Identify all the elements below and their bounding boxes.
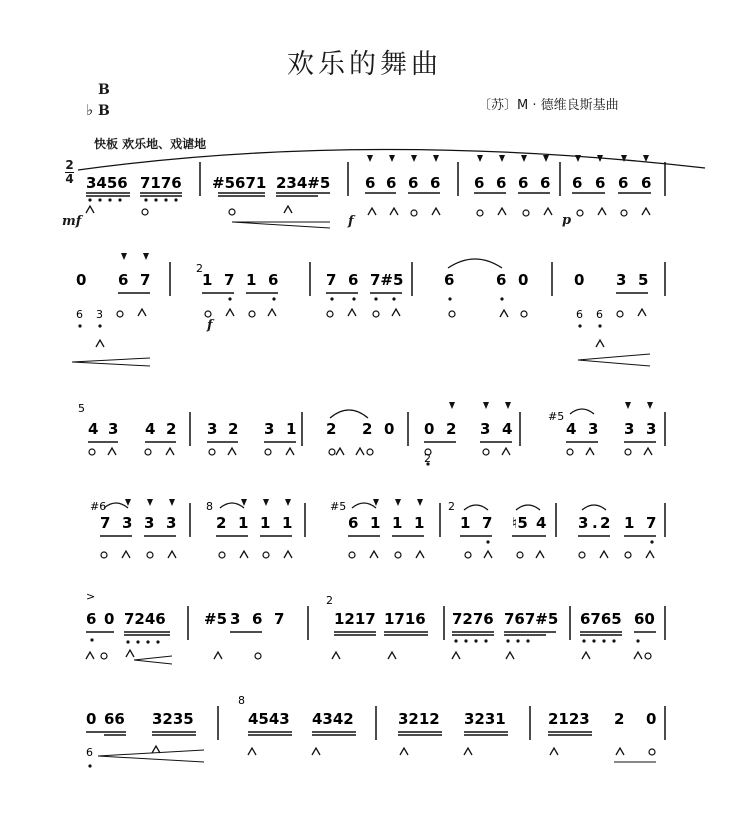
staccato-wedge (389, 155, 395, 162)
note-glyph: 3456 (86, 174, 128, 192)
note-glyph: 7 (274, 610, 285, 628)
note-glyph: 7 (140, 271, 151, 289)
bow-up-mark (249, 311, 255, 317)
note-glyph: 6 (118, 271, 129, 289)
bow-down-mark (268, 309, 276, 316)
bow-up-mark (483, 449, 489, 455)
note-glyph: 2 (196, 262, 203, 275)
note-glyph: . (592, 514, 598, 532)
note-glyph: 0 (86, 710, 97, 728)
note-glyph: 0 (104, 610, 115, 628)
bow-up-mark (89, 449, 95, 455)
bow-up-mark (411, 210, 417, 216)
octave-dot (592, 639, 595, 642)
staccato-wedge (575, 155, 581, 162)
crescendo (232, 222, 330, 228)
note-glyph: 3 (264, 420, 275, 438)
note-glyph: 6 (86, 746, 93, 759)
bow-down-mark (452, 652, 460, 659)
note-glyph: 1 (286, 420, 297, 438)
note-glyph: 66 (104, 710, 125, 728)
bow-up-mark (101, 653, 107, 659)
octave-dot (486, 540, 489, 543)
octave-dot (650, 540, 653, 543)
note-glyph: ♮5 (512, 514, 528, 532)
bow-down-mark (356, 448, 364, 455)
bow-down-mark (86, 206, 94, 213)
octave-dot (164, 198, 167, 201)
octave-dot (516, 639, 519, 642)
staccato-wedge (543, 155, 549, 162)
note-glyph: 7 (224, 271, 235, 289)
note-glyph: 6 (474, 174, 485, 192)
note-glyph: 3 (480, 420, 491, 438)
bow-down-mark (598, 208, 606, 215)
bow-up-mark (521, 311, 527, 317)
note-glyph: 6 (386, 174, 397, 192)
note-glyph: #5 (330, 500, 347, 513)
note-glyph: 6 (268, 271, 279, 289)
staccato-wedge (505, 402, 511, 409)
octave-dot (90, 638, 93, 641)
bow-up-mark (523, 210, 529, 216)
note-glyph: 4 (566, 420, 577, 438)
note-glyph: 3 (588, 420, 599, 438)
note-glyph: 1 (202, 271, 213, 289)
staccato-wedge (621, 155, 627, 162)
crescendo (72, 362, 150, 366)
note-glyph: 6 (444, 271, 455, 289)
note-glyph: 2 (448, 500, 455, 513)
octave-dot (636, 639, 639, 642)
octave-dot (374, 297, 377, 300)
bow-up-mark (219, 552, 225, 558)
note-glyph: 6 (76, 308, 83, 321)
bow-down-mark (464, 748, 472, 755)
key-signature-bottom: B (98, 103, 110, 119)
octave-dot (78, 324, 81, 327)
note-glyph: 1 (246, 271, 257, 289)
crescendo (98, 756, 204, 762)
bow-down-mark (506, 652, 514, 659)
staccato-wedge (521, 155, 527, 162)
note-glyph: 6 (348, 514, 359, 532)
bow-up-mark (621, 210, 627, 216)
crescendo (134, 660, 172, 664)
bow-up-mark (395, 552, 401, 558)
note-glyph: 234#5 (276, 174, 331, 192)
bow-up-mark (617, 311, 623, 317)
note-glyph: 4342 (312, 710, 354, 728)
note-glyph: 3 (616, 271, 627, 289)
note-glyph: 6 (641, 174, 652, 192)
note-glyph: 6765 (580, 610, 622, 628)
octave-dot (578, 324, 581, 327)
note-glyph: 6 (596, 308, 603, 321)
note-glyph: 2 (362, 420, 373, 438)
bow-down-mark (642, 208, 650, 215)
octave-dot (448, 297, 451, 300)
octave-dot (136, 640, 139, 643)
note-glyph: 60 (634, 610, 655, 628)
note-glyph: 6 (348, 271, 359, 289)
octave-dot (108, 198, 111, 201)
octave-dot (272, 297, 275, 300)
note-glyph: 0 (518, 271, 529, 289)
staccato-wedge (373, 499, 379, 506)
bow-down-mark (284, 206, 292, 213)
note-glyph: 0 (646, 710, 657, 728)
note-glyph: 7 (326, 271, 337, 289)
octave-dot (126, 640, 129, 643)
note-glyph: 4543 (248, 710, 290, 728)
staccato-wedge (477, 155, 483, 162)
note-glyph: 3 (144, 514, 155, 532)
bow-down-mark (152, 746, 160, 753)
bow-up-mark (142, 209, 148, 215)
bow-up-mark (263, 552, 269, 558)
bow-down-mark (312, 748, 320, 755)
slur (516, 505, 540, 510)
staccato-wedge (417, 499, 423, 506)
bow-up-mark (645, 653, 651, 659)
staccato-wedge (285, 499, 291, 506)
bow-down-mark (248, 748, 256, 755)
slur (330, 410, 368, 418)
bow-down-mark (226, 309, 234, 316)
bow-down-mark (638, 309, 646, 316)
dynamic-forte-2: f (207, 318, 213, 333)
bow-down-mark (214, 652, 222, 659)
staccato-wedge (625, 402, 631, 409)
note-glyph: 1 (414, 514, 425, 532)
note-glyph: 3 (230, 610, 241, 628)
note-glyph: 0 (574, 271, 585, 289)
staccato-wedge (643, 155, 649, 162)
note-glyph: 5 (78, 402, 85, 415)
note-glyph: 3 (646, 420, 657, 438)
note-glyph: 1 (460, 514, 471, 532)
bow-up-mark (101, 552, 107, 558)
bow-up-mark (327, 311, 333, 317)
crescendo (578, 354, 650, 360)
note-glyph: 6 (595, 174, 606, 192)
note-glyph: 4 (145, 420, 156, 438)
octave-dot (88, 764, 91, 767)
bow-down-mark (96, 340, 104, 347)
note-glyph: 7#5 (370, 271, 404, 289)
octave-dot (118, 198, 121, 201)
bow-down-mark (502, 448, 510, 455)
note-glyph: 8 (238, 694, 245, 707)
note-glyph: 3 (96, 308, 103, 321)
bow-down-mark (332, 652, 340, 659)
note-glyph: 4 (536, 514, 547, 532)
slur (352, 503, 376, 508)
note-glyph: 6 (408, 174, 419, 192)
staccato-wedge (143, 253, 149, 260)
bow-down-mark (582, 652, 590, 659)
bow-down-mark (286, 448, 294, 455)
note-glyph: 0 (76, 271, 87, 289)
bow-down-mark (166, 448, 174, 455)
bow-down-mark (392, 309, 400, 316)
tempo-marking: 快板 欢乐地、戏谑地 (94, 137, 207, 151)
note-glyph: 2 (326, 594, 333, 607)
bow-up-mark (147, 552, 153, 558)
note-glyph: #5671 (212, 174, 267, 192)
bow-up-mark (625, 552, 631, 558)
note-glyph: 6 (496, 174, 507, 192)
note-glyph: 6 (618, 174, 629, 192)
note-glyph: 3231 (464, 710, 506, 728)
bow-up-mark (465, 552, 471, 558)
note-glyph: 7 (482, 514, 493, 532)
dynamic-forte: f (348, 214, 354, 229)
octave-dot (174, 198, 177, 201)
octave-dot (598, 324, 601, 327)
staccato-wedge (241, 499, 247, 506)
time-signature-top: 2 (65, 158, 74, 172)
bow-up-mark (145, 449, 151, 455)
staccato-wedge (263, 499, 269, 506)
note-glyph: 7176 (140, 174, 182, 192)
octave-dot (98, 198, 101, 201)
octave-dot (98, 324, 101, 327)
bow-up-mark (209, 449, 215, 455)
bow-down-mark (616, 748, 624, 755)
note-glyph: 3 (578, 514, 589, 532)
octave-dot (612, 639, 615, 642)
staccato-wedge (169, 499, 175, 506)
bow-up-mark (329, 449, 335, 455)
bow-down-mark (122, 551, 130, 558)
dynamic-mf: mf (62, 214, 82, 229)
octave-dot (506, 639, 509, 642)
note-glyph: 8 (206, 500, 213, 513)
octave-dot (352, 297, 355, 300)
octave-dot (474, 639, 477, 642)
note-glyph: 3235 (152, 710, 194, 728)
bow-down-mark (284, 551, 292, 558)
note-glyph: 7276 (452, 610, 494, 628)
bow-up-mark (367, 449, 373, 455)
note-glyph: 3 (166, 514, 177, 532)
key-signature-top: B (98, 82, 110, 98)
bow-down-mark (138, 309, 146, 316)
bow-down-mark (388, 652, 396, 659)
staccato-wedge (121, 253, 127, 260)
bow-down-mark (390, 208, 398, 215)
bow-up-mark (577, 210, 583, 216)
staccato-wedge (433, 155, 439, 162)
bow-down-mark (400, 748, 408, 755)
crescendo (98, 750, 204, 756)
bow-down-mark (646, 551, 654, 558)
note-glyph: 6 (496, 271, 507, 289)
bow-up-mark (229, 209, 235, 215)
octave-dot (602, 639, 605, 642)
note-glyph: 3 (624, 420, 635, 438)
note-glyph: 1716 (384, 610, 426, 628)
octave-dot (154, 198, 157, 201)
crescendo (72, 358, 150, 362)
octave-dot (88, 198, 91, 201)
crescendo (578, 360, 650, 366)
bow-down-mark (168, 551, 176, 558)
staccato-wedge (411, 155, 417, 162)
slur (220, 503, 244, 508)
bow-up-mark (373, 311, 379, 317)
note-glyph: #5 (204, 610, 228, 628)
bow-up-mark (255, 653, 261, 659)
note-glyph: 6 (365, 174, 376, 192)
note-glyph: 7 (646, 514, 657, 532)
note-glyph: 6 (252, 610, 263, 628)
staccato-wedge (647, 402, 653, 409)
staccato-wedge (147, 499, 153, 506)
octave-dot (582, 639, 585, 642)
bow-up-mark (205, 311, 211, 317)
note-glyph: #5 (548, 410, 565, 423)
staccato-wedge (449, 402, 455, 409)
bow-down-mark (550, 748, 558, 755)
slur (570, 409, 594, 414)
bow-down-mark (416, 551, 424, 558)
note-glyph: 1 (260, 514, 271, 532)
bow-down-mark (544, 208, 552, 215)
staccato-wedge (499, 155, 505, 162)
note-glyph: 2 (424, 452, 431, 465)
bow-up-mark (649, 749, 655, 755)
note-glyph: 1 (370, 514, 381, 532)
note-glyph: 3212 (398, 710, 440, 728)
bow-up-mark (625, 449, 631, 455)
note-glyph: 1217 (334, 610, 376, 628)
bow-up-mark (265, 449, 271, 455)
octave-dot (454, 639, 457, 642)
note-glyph: 3 (122, 514, 133, 532)
bow-down-mark (600, 551, 608, 558)
bow-down-mark (586, 448, 594, 455)
slur (464, 505, 488, 510)
octave-dot (146, 640, 149, 643)
note-glyph: 7 (100, 514, 111, 532)
bow-down-mark (126, 650, 134, 657)
bow-down-mark (86, 652, 94, 659)
octave-dot (500, 297, 503, 300)
note-glyph: 1 (238, 514, 249, 532)
note-glyph: 6 (576, 308, 583, 321)
bow-down-mark (644, 448, 652, 455)
note-glyph: > (86, 590, 96, 603)
octave-dot (330, 297, 333, 300)
bow-down-mark (432, 208, 440, 215)
bow-up-mark (579, 552, 585, 558)
note-glyph: 2 (326, 420, 337, 438)
staccato-wedge (367, 155, 373, 162)
note-glyph: 4 (502, 420, 513, 438)
note-glyph: 3 (207, 420, 218, 438)
bow-down-mark (240, 551, 248, 558)
note-glyph: 2 (216, 514, 227, 532)
bow-up-mark (567, 449, 573, 455)
key-signature-flat: ♭ (86, 101, 94, 119)
slur (104, 503, 128, 508)
slur (582, 505, 606, 510)
octave-dot (228, 297, 231, 300)
note-glyph: 2 (446, 420, 457, 438)
octave-dot (156, 640, 159, 643)
note-glyph: 6 (518, 174, 529, 192)
octave-dot (484, 639, 487, 642)
note-glyph: 7246 (124, 610, 166, 628)
bow-down-mark (536, 551, 544, 558)
note-glyph: 6 (430, 174, 441, 192)
note-glyph: 2 (166, 420, 177, 438)
time-signature-bottom: 4 (65, 172, 74, 186)
bow-down-mark (500, 310, 508, 317)
staccato-wedge (125, 499, 131, 506)
bow-down-mark (498, 208, 506, 215)
note-glyph: 2 (600, 514, 611, 532)
crescendo (134, 656, 172, 660)
bow-down-mark (348, 309, 356, 316)
octave-dot (392, 297, 395, 300)
bow-down-mark (368, 208, 376, 215)
bow-up-mark (449, 311, 455, 317)
octave-dot (144, 198, 147, 201)
note-glyph: #6 (90, 500, 107, 513)
note-glyph: 2123 (548, 710, 590, 728)
composer-credit: 〔苏〕M · 德维良斯基曲 (478, 98, 619, 113)
page-title: 欢乐的舞曲 (287, 49, 442, 80)
bow-up-mark (349, 552, 355, 558)
note-glyph: 6 (540, 174, 551, 192)
note-glyph: 4 (88, 420, 99, 438)
bow-up-mark (477, 210, 483, 216)
note-glyph: 0 (384, 420, 395, 438)
bow-down-mark (108, 448, 116, 455)
slur (448, 259, 502, 268)
note-glyph: 3 (108, 420, 119, 438)
note-glyph: 2 (228, 420, 239, 438)
note-glyph: 767#5 (504, 610, 559, 628)
bow-down-mark (596, 340, 604, 347)
bow-down-mark (336, 448, 344, 455)
note-glyph: 0 (424, 420, 435, 438)
note-glyph: 2 (614, 710, 625, 728)
bow-down-mark (370, 551, 378, 558)
bow-up-mark (517, 552, 523, 558)
note-glyph: 6 (572, 174, 583, 192)
staccato-wedge (483, 402, 489, 409)
note-glyph: 1 (624, 514, 635, 532)
octave-dot (526, 639, 529, 642)
note-glyph: 5 (638, 271, 649, 289)
note-glyph: 1 (392, 514, 403, 532)
bow-down-mark (484, 551, 492, 558)
octave-dot (464, 639, 467, 642)
dynamic-piano: p (562, 213, 572, 228)
note-glyph: 6 (86, 610, 97, 628)
bow-down-mark (634, 652, 642, 659)
bow-up-mark (117, 311, 123, 317)
bow-down-mark (228, 448, 236, 455)
staccato-wedge (395, 499, 401, 506)
note-glyph: 1 (282, 514, 293, 532)
